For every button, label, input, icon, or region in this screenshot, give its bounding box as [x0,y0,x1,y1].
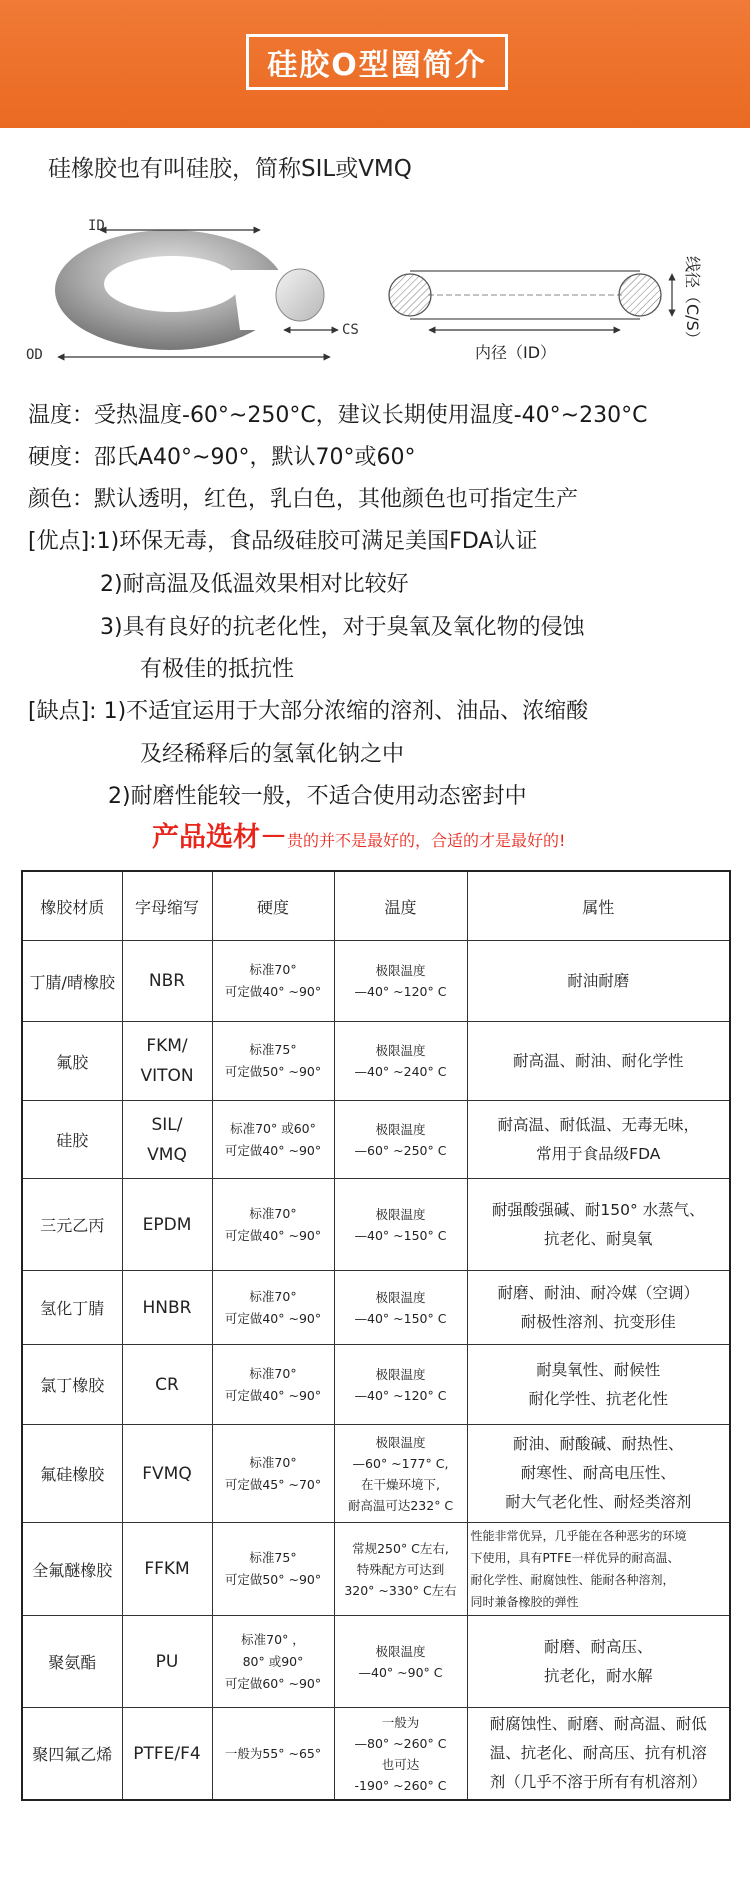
cell-temperature [334,1271,467,1345]
cell-temperature-line: —60° ~177° C, [352,1455,449,1471]
cell-properties-line: 耐强酸强碱、耐150° 水蒸气、 [491,1200,705,1219]
cell-material: 氟硅橡胶 [22,1425,122,1523]
spec-temperature: 温度：受热温度-60°~250°C，建议长期使用温度-40°~230°C [28,403,648,428]
cell-temperature-line: 极限温度 [375,1121,426,1137]
cell-hardness [212,1425,334,1523]
cell-hardness-line: 可定做40° ~90° [224,1387,322,1403]
cell-hardness-line: 标准70° [249,1205,297,1221]
cell-hardness [212,1345,334,1425]
cell-abbreviation-line: VITON [140,1066,194,1086]
page-title: 硅胶O型圈简介 [246,34,508,90]
cell-properties [467,1523,730,1616]
cell-properties-line: 耐化学性、耐腐蚀性、能耐各种溶剂， [470,1573,675,1587]
cell-hardness [212,1523,334,1616]
cell-properties-line: 耐腐蚀性、耐磨、耐高温、耐低 [489,1715,707,1733]
cell-temperature-line: —40° ~120° C [354,1387,447,1403]
cell-hardness [212,1708,334,1801]
oring-3d-icon [55,230,324,350]
cell-hardness-line: 可定做40° ~90° [224,1227,322,1243]
cell-properties-line: 耐化学性、抗老化性 [528,1389,668,1408]
cell-material: 氢化丁腈 [22,1271,122,1345]
cell-hardness-line: 标准75° [249,1550,297,1565]
cell-temperature-line: 也可达 [381,1756,420,1772]
spec-pro-1: [优点]:1)环保无毒，食品级硅胶可满足美国FDA认证 [28,529,538,554]
cell-abbreviation-line: VMQ [147,1144,187,1165]
cell-hardness-line: 可定做40° ~90° [224,984,322,999]
cell-properties-line: 耐臭氧性、耐候性 [536,1360,661,1379]
spec-pro-2: 2)耐高温及低温效果相对比较好 [100,572,409,597]
cs-label: CS [342,322,359,338]
cell-properties-line: 常用于食品级FDA [536,1144,661,1163]
cell-temperature [334,1101,467,1179]
cell-properties-line: 耐油耐磨 [567,971,630,990]
cell-temperature-line: 极限温度 [375,1289,426,1305]
cell-material: 丁腈/晴橡胶 [22,941,122,1022]
cell-temperature [334,1708,467,1801]
cell-hardness-line: 标准70° [249,1454,297,1470]
cell-hardness-line: 可定做40° ~90° [224,1310,322,1326]
cell-properties-line: 剂（几乎不溶于所有有机溶剂） [489,1773,707,1791]
table-row [22,1101,730,1179]
cell-abbreviation-line: CR [155,1374,179,1395]
cell-properties [467,1022,730,1101]
table-row [22,1022,730,1101]
header-properties: 属性 [467,871,730,941]
spec-con-1-cont: 及经稀释后的氢氧化钠之中 [140,742,405,767]
cell-temperature-line: —80° ~260° C [354,1735,447,1751]
cell-temperature-line: 在干燥环境下, [361,1476,440,1492]
cell-temperature [334,1345,467,1425]
cell-temperature-line: —40° ~150° C [354,1227,447,1243]
cell-abbreviation [122,1101,212,1179]
cell-hardness-line: 标准70° [249,1288,297,1304]
cell-temperature-line: 常规250° C左右, [352,1540,449,1556]
oring-diagram [0,200,750,380]
cell-hardness [212,1616,334,1708]
cell-abbreviation-line: FVMQ [142,1463,192,1484]
cell-temperature [334,1425,467,1523]
spec-color: 颜色：默认透明，红色，乳白色，其他颜色也可指定生产 [28,487,579,512]
cell-temperature-line: —40° ~120° C [354,984,447,999]
cell-abbreviation-line: SIL/ [151,1114,183,1135]
table-row [22,1271,730,1345]
cell-temperature-line: 特殊配方可达到 [356,1561,445,1577]
cell-temperature-line: 极限温度 [375,1434,426,1450]
cell-material: 聚氨酯 [22,1616,122,1708]
cell-properties-line: 下使用，具有PTFE一样优异的耐高温、 [470,1551,680,1565]
table-header-row [22,871,730,941]
spec-con-1: [缺点]: 1)不适宜运用于大部分浓缩的溶剂、油品、浓缩酸 [28,699,589,724]
cell-temperature [334,1523,467,1616]
cell-properties-line: 耐寒性、耐高电压性、 [520,1464,676,1482]
cell-temperature-line: 耐高温可达232° C [347,1497,454,1513]
cell-hardness [212,941,334,1022]
cell-hardness-line: 可定做45° ~70° [224,1476,322,1492]
cell-hardness-line: 标准70° [249,1365,297,1381]
spec-pro-3: 3)具有良好的抗老化性，对于臭氧及氧化物的侵蚀 [100,615,585,640]
cell-temperature-line: -190° ~260° C [354,1777,447,1793]
cell-abbreviation [122,1271,212,1345]
cell-temperature [334,1616,467,1708]
cell-temperature [334,1022,467,1101]
spec-hardness: 硬度：邵氏A40°~90°，默认70°或60° [28,445,416,470]
table-row [22,1179,730,1271]
cell-abbreviation-line: NBR [148,971,186,991]
cell-hardness-line: 可定做50° ~90° [224,1572,322,1587]
header-temperature: 温度 [334,871,467,941]
cell-hardness-line: 可定做40° ~90° [224,1142,322,1158]
cell-temperature-line: 极限温度 [375,963,426,978]
header-banner [0,0,750,128]
cell-properties [467,1271,730,1345]
cell-properties [467,1708,730,1801]
cell-hardness-line: 80° 或90° [242,1653,304,1669]
tagline [152,815,565,854]
cell-properties-line: 性能非常优异，几乎能在各种恶劣的环境 [470,1529,687,1543]
cell-abbreviation [122,1345,212,1425]
cell-abbreviation-line: FKM/ [146,1036,188,1056]
table-row [22,1345,730,1425]
cell-material: 三元乙丙 [22,1179,122,1271]
cell-properties-line: 抗老化、耐臭氧 [543,1229,653,1248]
intro-text: 硅橡胶也有叫硅胶，简称SIL或VMQ [48,156,412,182]
header-hardness: 硬度 [212,871,334,941]
tagline-main: 产品选材－ [152,822,287,853]
cell-abbreviation-line: HNBR [142,1297,192,1318]
cell-material: 氯丁橡胶 [22,1345,122,1425]
spec-pro-3-cont: 有极佳的抵抗性 [140,657,295,682]
id-label: ID [88,218,105,234]
cell-abbreviation [122,1179,212,1271]
tagline-sub: 贵的并不是最好的，合适的才是最好的! [287,831,566,850]
od-label: OD [26,347,43,363]
material-table [21,870,731,1801]
cell-temperature-line: 一般为 [381,1714,420,1730]
table-row [22,1708,730,1801]
cell-temperature-line: —40° ~150° C [354,1310,447,1326]
cell-hardness-line: 一般为55° ~65° [224,1745,322,1761]
oring-section-icon [389,271,672,330]
cell-properties-line: 温、抗老化、耐高压、抗有机溶 [489,1744,707,1762]
cell-material: 聚四氟乙烯 [22,1708,122,1801]
cell-hardness-line: 可定做50° ~90° [224,1064,322,1079]
cell-hardness [212,1179,334,1271]
cell-hardness-line: 标准70° ， [241,1631,305,1647]
cell-properties-line: 耐高温、耐低温、无毒无味， [497,1115,699,1134]
cell-hardness-line: 可定做60° ~90° [224,1675,322,1691]
spec-con-2: 2)耐磨性能较一般，不适合使用动态密封中 [108,784,527,809]
cell-properties [467,1345,730,1425]
cell-temperature-line: —40° ~240° C [354,1064,447,1079]
cell-abbreviation-line: FFKM [144,1559,190,1579]
table-row [22,1523,730,1616]
cell-material: 氟胶 [22,1022,122,1101]
cell-properties-line: 抗老化，耐水解 [543,1666,653,1685]
cell-properties [467,1425,730,1523]
cell-properties-line: 耐磨、耐高压、 [543,1637,653,1656]
table-row [22,1616,730,1708]
header-material: 橡胶材质 [22,871,122,941]
cell-hardness [212,1022,334,1101]
cell-temperature-line: —60° ~250° C [354,1142,447,1158]
cell-abbreviation [122,1425,212,1523]
wire-diameter-label: 线径（C/S） [683,256,702,347]
table-row [22,1425,730,1523]
cell-temperature-line: 极限温度 [375,1366,426,1382]
cell-properties-line: 耐高温、耐油、耐化学性 [512,1051,684,1070]
cell-abbreviation [122,1523,212,1616]
cell-properties-line: 同时兼备橡胶的弹性 [470,1595,579,1609]
cell-abbreviation-line: PTFE/F4 [133,1743,201,1764]
cell-properties [467,941,730,1022]
cell-properties [467,1616,730,1708]
cell-properties-line: 耐油、耐酸碱、耐热性、 [512,1435,684,1453]
cell-properties [467,1179,730,1271]
cell-hardness-line: 标准70° [249,962,297,977]
cell-abbreviation [122,941,212,1022]
cell-hardness-line: 标准75° [249,1042,297,1057]
cell-temperature [334,941,467,1022]
cell-properties-line: 耐磨、耐油、耐冷媒（空调） [497,1283,699,1302]
cell-hardness [212,1101,334,1179]
cell-properties [467,1101,730,1179]
cell-material: 全氟醚橡胶 [22,1523,122,1616]
cell-properties-line: 耐极性溶剂、抗变形佳 [520,1312,676,1331]
cell-abbreviation-line: PU [155,1651,179,1672]
cell-temperature-line: —40° ~90° C [358,1664,443,1680]
cell-temperature [334,1179,467,1271]
cell-hardness [212,1271,334,1345]
cell-abbreviation [122,1616,212,1708]
cell-abbreviation [122,1022,212,1101]
cell-temperature-line: 320° ~330° C左右 [344,1582,457,1598]
cell-material: 硅胶 [22,1101,122,1179]
cell-abbreviation [122,1708,212,1801]
inner-diameter-label: 内径（ID） [475,343,557,362]
header-abbreviation: 字母缩写 [122,871,212,941]
cell-hardness-line: 标准70° 或60° [230,1120,316,1136]
cell-abbreviation-line: EPDM [142,1214,192,1235]
cell-temperature-line: 极限温度 [375,1206,426,1222]
cell-properties-line: 耐大气老化性、耐烃类溶剂 [505,1493,692,1511]
cell-temperature-line: 极限温度 [375,1043,426,1058]
table-row [22,941,730,1022]
cell-temperature-line: 极限温度 [375,1643,426,1659]
